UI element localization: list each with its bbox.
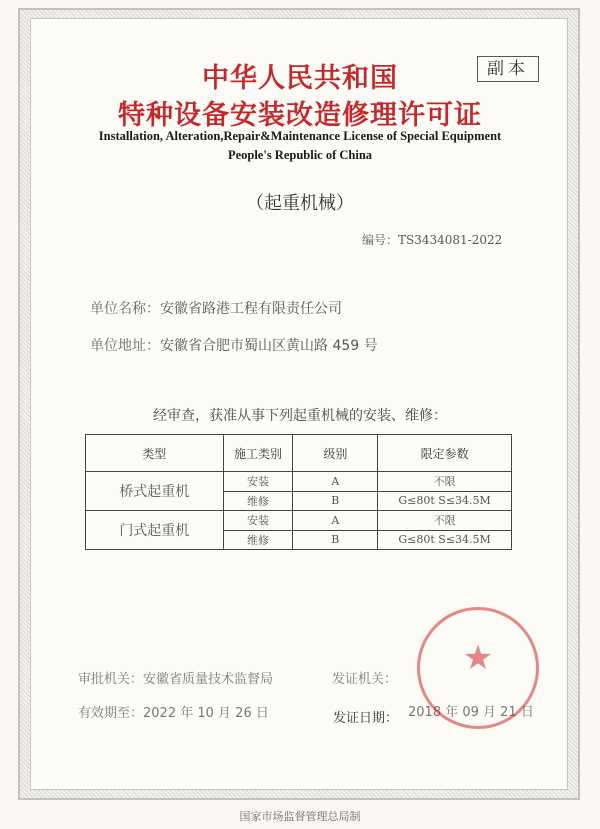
official-seal-icon [417, 607, 539, 729]
row-param: 不限 [378, 472, 512, 492]
certificate-number [362, 231, 502, 248]
title-en-line2: People's Republic of China [227, 148, 373, 162]
validity-label: 有效期至： [78, 706, 144, 721]
table-header-row [86, 435, 512, 472]
row-param: G≤80t S≤34.5M [378, 530, 512, 550]
approval-authority-label: 审批机关： [78, 672, 144, 687]
approval-text: 经审查，获准从事下列起重机械的安装、维修： [153, 408, 447, 424]
header-category: 施工类别 [223, 435, 293, 472]
title-cn-line1: 中华人民共和国 [202, 63, 398, 94]
header-type: 类型 [86, 435, 224, 472]
issue-date-label: 发证日期： [333, 711, 399, 726]
title-en-line1: Installation, Alteration,Repair&Maintenance License of Special Equipment [98, 129, 502, 143]
title-cn-line2: 特种设备安装改造修理许可证 [118, 100, 482, 131]
row-category: 安装 [223, 472, 293, 492]
header-level: 级别 [293, 435, 378, 472]
row-category: 维修 [223, 530, 293, 550]
unit-address [90, 335, 378, 355]
validity [78, 702, 269, 721]
issuing-authority-label: 发证机关： [332, 672, 398, 687]
copy-stamp: 副本 [477, 56, 539, 82]
row-level: B [293, 530, 378, 550]
seal-star-icon: ★ [462, 638, 494, 678]
row-category: 维修 [223, 491, 293, 511]
unit-name [90, 298, 342, 318]
subtitle: （起重机械） [246, 193, 354, 214]
header-param: 限定参数 [378, 435, 512, 472]
certificate-number-value: TS3434081-2022 [398, 233, 503, 247]
row-param: G≤80t S≤34.5M [378, 491, 512, 511]
table-row [86, 511, 512, 531]
row-type: 桥式起重机 [86, 472, 224, 511]
row-level: A [293, 511, 378, 531]
approval-authority [78, 668, 273, 687]
row-level: B [293, 491, 378, 511]
footer-issuer: 国家市场监督管理总局制 [239, 810, 361, 823]
unit-address-value: 安徽省合肥市蜀山区黄山路 459 号 [160, 338, 378, 354]
certificate-number-label: 编号： [362, 233, 399, 247]
row-level: A [293, 472, 378, 492]
unit-name-value: 安徽省路港工程有限责任公司 [160, 301, 342, 317]
scope-table [85, 434, 512, 550]
row-category: 安装 [223, 511, 293, 531]
row-type: 门式起重机 [86, 511, 224, 550]
issue-date-value: 2018 年 09 月 21 日 [408, 705, 534, 720]
table-row [86, 472, 512, 492]
validity-value: 2022 年 10 月 26 日 [143, 706, 269, 721]
unit-name-label: 单位名称： [90, 301, 160, 317]
row-param: 不限 [378, 511, 512, 531]
unit-address-label: 单位地址： [90, 338, 160, 354]
approval-authority-value: 安徽省质量技术监督局 [143, 672, 274, 687]
